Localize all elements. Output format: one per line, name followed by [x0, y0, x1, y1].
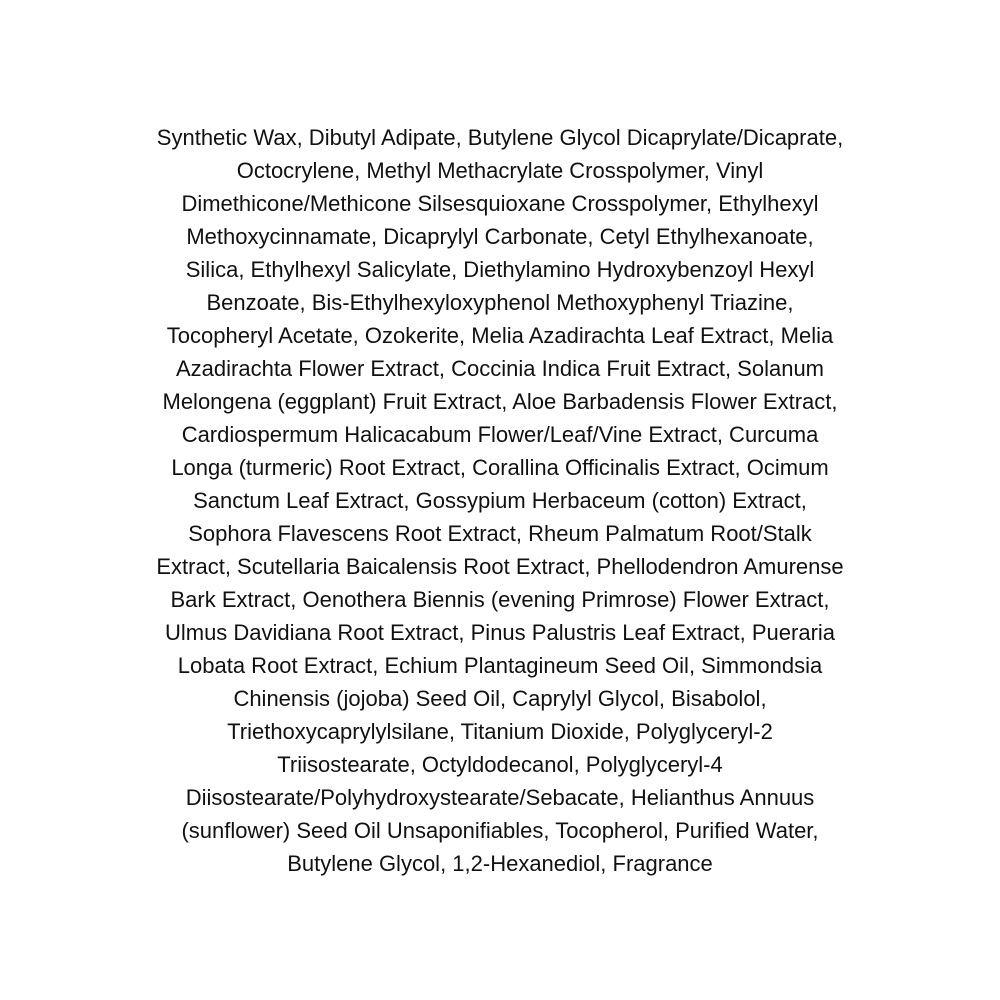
ingredient-line-20: Triisostearate, Octyldodecanol, Polyglyceryl-4 [277, 752, 723, 777]
ingredient-line-22: (sunflower) Seed Oil Unsaponifiables, Tocopherol, Purified Water, [181, 818, 819, 843]
ingredient-line-7: Tocopheryl Acetate, Ozokerite, Melia Azadirachta Leaf Extract, Melia [166, 323, 834, 348]
ingredient-line-16: Ulmus Davidiana Root Extract, Pinus Palustris Leaf Extract, Pueraria [164, 620, 836, 645]
ingredient-line-4: Methoxycinnamate, Dicaprylyl Carbonate, Cetyl Ethylhexanoate, [186, 224, 814, 249]
ingredient-line-2: Octocrylene, Methyl Methacrylate Crosspolymer, Vinyl [236, 158, 764, 183]
ingredient-line-19: Triethoxycaprylylsilane, Titanium Dioxide, Polyglyceryl-2 [227, 719, 773, 744]
ingredient-line-13: Sophora Flavescens Root Extract, Rheum Palmatum Root/Stalk [188, 521, 812, 546]
ingredient-list [60, 121, 940, 880]
ingredient-line-3: Dimethicone/Methicone Silsesquioxane Crosspolymer, Ethylhexyl [181, 191, 819, 216]
ingredient-line-18: Chinensis (jojoba) Seed Oil, Caprylyl Glycol, Bisabolol, [233, 686, 767, 711]
ingredient-line-21: Diisostearate/Polyhydroxystearate/Sebacate, Helianthus Annuus [185, 785, 815, 810]
ingredient-line-11: Longa (turmeric) Root Extract, Corallina Officinalis Extract, Ocimum [171, 455, 829, 480]
ingredient-line-5: Silica, Ethylhexyl Salicylate, Diethylamino Hydroxybenzoyl Hexyl [185, 257, 815, 282]
ingredient-line-17: Lobata Root Extract, Echium Plantagineum Seed Oil, Simmondsia [177, 653, 823, 678]
ingredient-line-10: Cardiospermum Halicacabum Flower/Leaf/Vine Extract, Curcuma [181, 422, 819, 447]
ingredient-line-1: Synthetic Wax, Dibutyl Adipate, Butylene Glycol Dicaprylate/Dicaprate, [156, 125, 844, 150]
ingredient-line-23: Butylene Glycol, 1,2-Hexanediol, Fragrance [287, 851, 713, 876]
ingredient-line-15: Bark Extract, Oenothera Biennis (evening Primrose) Flower Extract, [170, 587, 830, 612]
ingredient-line-8: Azadirachta Flower Extract, Coccinia Indica Fruit Extract, Solanum [175, 356, 825, 381]
ingredient-line-12: Sanctum Leaf Extract, Gossypium Herbaceum (cotton) Extract, [193, 488, 807, 513]
ingredient-line-6: Benzoate, Bis-Ethylhexyloxyphenol Methoxyphenyl Triazine, [206, 290, 794, 315]
ingredient-line-14: Extract, Scutellaria Baicalensis Root Extract, Phellodendron Amurense [156, 554, 844, 579]
ingredient-line-9: Melongena (eggplant) Fruit Extract, Aloe Barbadensis Flower Extract, [162, 389, 838, 414]
